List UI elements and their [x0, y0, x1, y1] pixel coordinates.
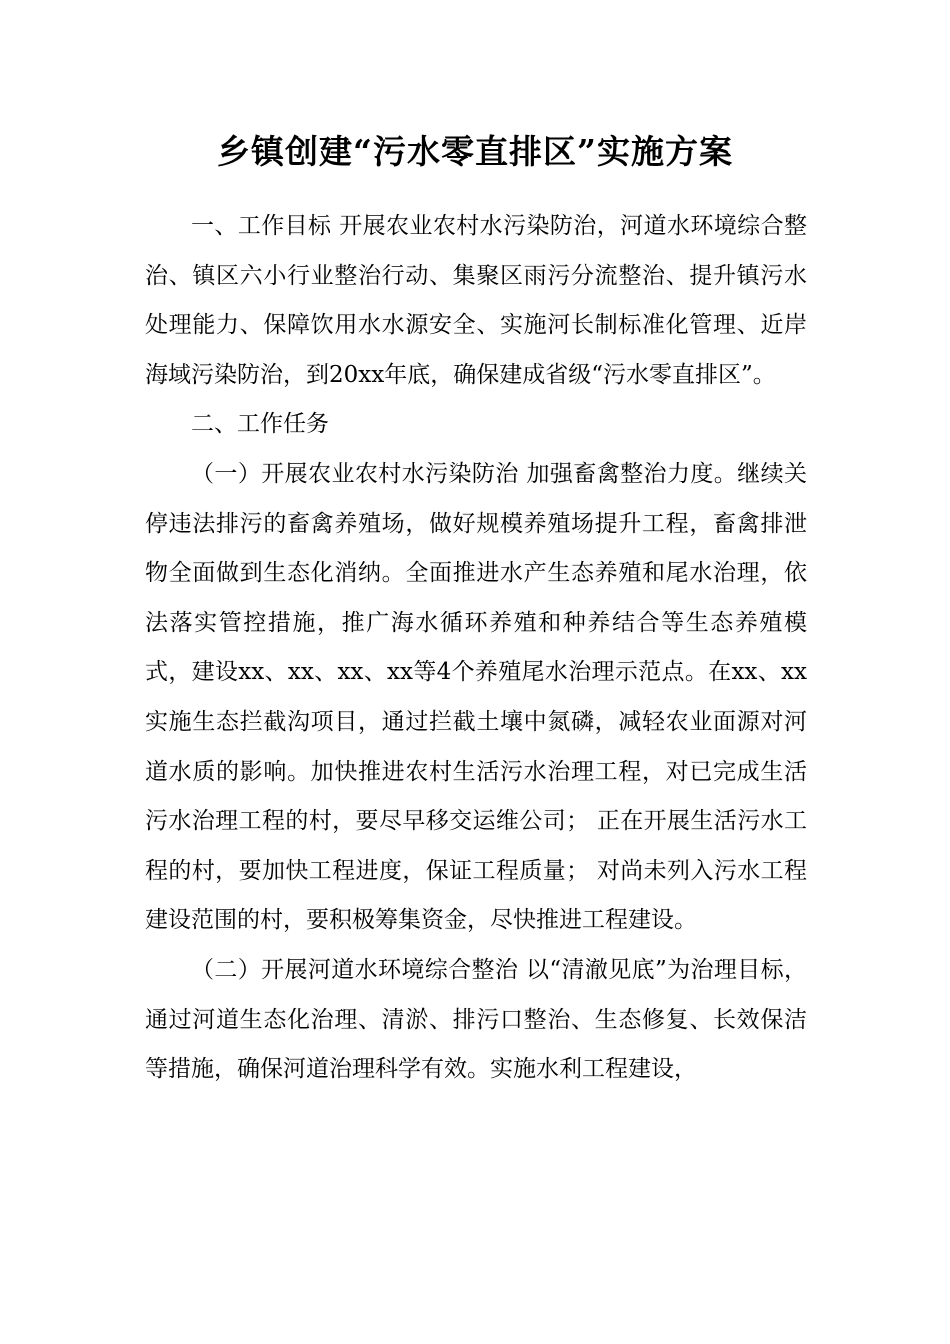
paragraph-river-remediation: （二）开展河道水环境综合整治 以“清澈见底”为治理目标，通过河道生态化治理、清淤、排污口整治、生态修复、长效保洁等措施，确保河道治理科学有效。实施水利工程建设， [145, 956, 807, 1083]
paragraph-work-goals: 一、工作目标 开展农业农村水污染防治，河道水环境综合整治、镇区六小行业整治行动、集聚区雨污分流整治、提升镇污水处理能力、保障饮用水水源安全、实施河长制标准化管理、近岸海域污染防治，到20xx年底，确保建成省级“污水零直排区”。 [145, 213, 807, 388]
paragraph-agricultural-pollution: （一）开展农业农村水污染防治 加强畜禽整治力度。继续关停违法排污的畜禽养殖场，做好规模养殖场提升工程，畜禽排泄物全面做到生态化消纳。全面推进水产生态养殖和尾水治理，依法落实管控措施，推广海水循环养殖和种养结合等生态养殖模式，建设xx、xx、xx、xx等4个养殖尾水治理示范点。在xx、xx实施生态拦截沟项目，通过拦截土壤中氮磷，减轻农业面源对河道水质的影响。加快推进农村生活污水治理工程，对已完成生活污水治理工程的村，要尽早移交运维公司； 正在开展生活污水工程的村，要加快工程进度，保证工程质量； 对尚未列入污水工程建设范围的村，要积极筹集资金，尽快推进工程建设。 [145, 460, 807, 934]
paragraph-work-tasks-heading: 二、工作任务 [191, 411, 329, 438]
document-body [145, 202, 807, 1095]
document-title: 乡镇创建“污水零直排区”实施方案 [217, 132, 733, 171]
